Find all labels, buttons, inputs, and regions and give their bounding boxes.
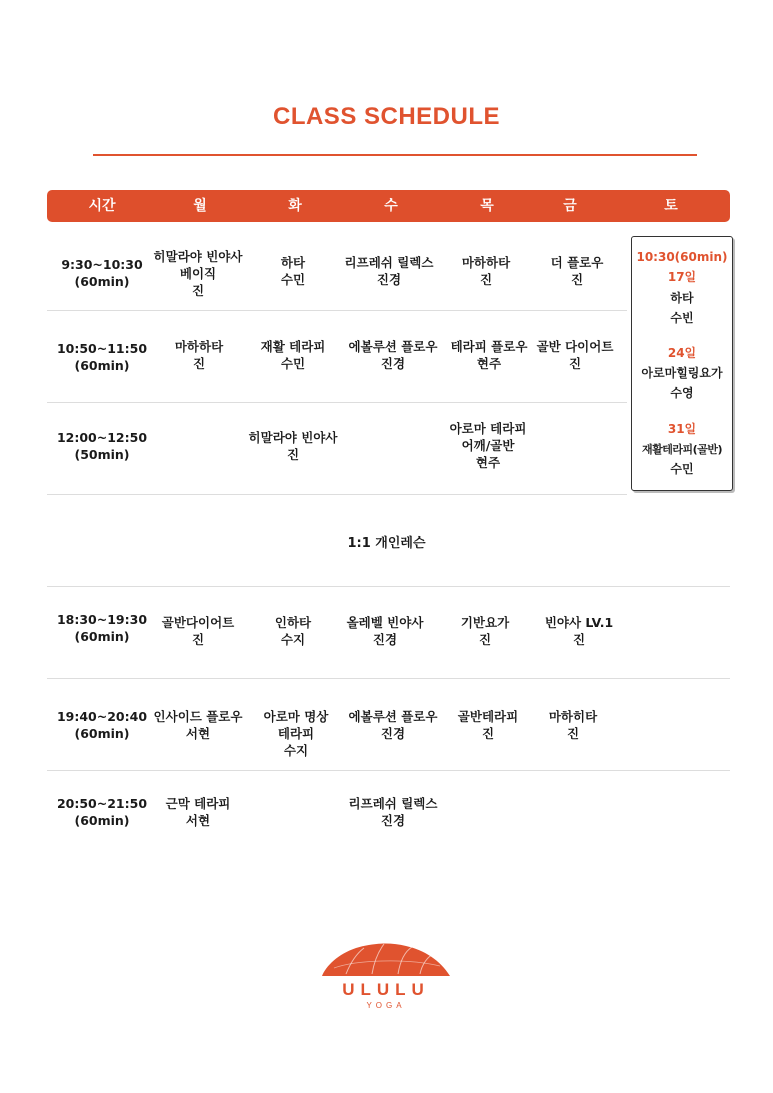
class-name: 올레벨 빈야사 — [346, 615, 424, 630]
header-day-sat: 토 — [664, 198, 678, 214]
class-name: 근막 테라피 — [165, 796, 231, 811]
class-teacher: 진 — [481, 726, 495, 741]
class-teacher: 진경 — [376, 272, 402, 287]
class-level: 베이직 — [179, 266, 217, 281]
saturday-date: 17일 — [667, 270, 697, 284]
class-cell — [345, 254, 434, 288]
time-range: 20:50~21:50 — [56, 796, 148, 811]
private-lesson-note: 1:1 개인레슨 — [347, 536, 426, 551]
class-name: 골반테라피 — [457, 709, 519, 724]
saturday-class: 아로마힐링요가 — [641, 366, 723, 380]
time-duration: (60min) — [74, 358, 130, 373]
class-teacher: 진 — [286, 447, 300, 462]
class-name: 더 플로우 — [550, 255, 604, 270]
class-teacher: 수민 — [280, 356, 306, 371]
class-cell — [275, 614, 311, 648]
class-cell — [347, 614, 424, 648]
class-teacher: 진 — [478, 632, 492, 647]
time-range: 12:00~12:50 — [56, 430, 148, 445]
saturday-class: 하타 — [670, 291, 694, 305]
class-cell — [349, 338, 438, 372]
class-teacher: 진 — [570, 272, 584, 287]
class-detail: 테라피 — [277, 726, 315, 741]
logo-subtitle: YOGA — [366, 1001, 406, 1010]
time-duration: (60min) — [74, 274, 130, 289]
row-divider — [47, 586, 730, 587]
class-name: 기반요가 — [460, 615, 510, 630]
class-name: 히말라야 빈야사 — [248, 430, 338, 445]
time-slot — [61, 256, 142, 290]
class-cell — [551, 254, 604, 288]
class-cell — [549, 708, 597, 742]
class-teacher: 진경 — [380, 726, 406, 741]
class-name: 마하히타 — [548, 709, 598, 724]
class-name: 마하하타 — [174, 339, 224, 354]
page-title: CLASS SCHEDULE — [272, 103, 501, 130]
class-name: 마하하타 — [461, 255, 511, 270]
time-range: 18:30~19:30 — [56, 612, 148, 627]
saturday-teacher: 수영 — [670, 386, 694, 400]
class-teacher: 진경 — [372, 632, 398, 647]
class-cell — [349, 708, 438, 742]
class-teacher: 수지 — [283, 743, 309, 758]
time-slot — [57, 795, 147, 829]
class-cell — [249, 429, 338, 463]
class-name: 리프레쉬 릴렉스 — [348, 796, 438, 811]
class-teacher: 진 — [566, 726, 580, 741]
class-cell — [458, 708, 518, 742]
logo-wordmark: ULULU — [342, 980, 430, 999]
class-teacher: 진 — [568, 356, 582, 371]
header-time: 시간 — [88, 198, 116, 214]
class-name: 리프레쉬 릴렉스 — [344, 255, 434, 270]
class-teacher: 진 — [191, 632, 205, 647]
uluru-rock-icon — [316, 940, 456, 1012]
time-duration: (60min) — [74, 813, 130, 828]
class-cell — [545, 614, 613, 648]
title-divider — [93, 154, 697, 156]
time-duration: (60min) — [74, 726, 130, 741]
class-cell — [261, 338, 326, 372]
saturday-time: 10:30(60min) — [636, 250, 728, 264]
class-cell — [264, 708, 329, 759]
class-teacher: 진 — [572, 632, 586, 647]
class-cell — [461, 614, 509, 648]
class-detail: 어깨/골반 — [461, 438, 515, 453]
time-range: 9:30~10:30 — [61, 257, 143, 272]
header-day-tue: 화 — [288, 198, 302, 214]
time-range: 10:50~11:50 — [56, 341, 148, 356]
class-name: 빈야사 LV.1 — [544, 615, 614, 630]
row-divider — [47, 494, 627, 495]
time-slot — [57, 611, 147, 645]
class-teacher: 수지 — [280, 632, 306, 647]
ululu-yoga-logo — [316, 940, 456, 1012]
class-cell — [462, 254, 510, 288]
class-name: 에볼루션 플로우 — [348, 339, 438, 354]
header-day-mon: 월 — [193, 198, 207, 214]
class-cell — [166, 795, 231, 829]
class-cell — [281, 254, 305, 288]
class-name: 골반다이어트 — [161, 615, 235, 630]
class-cell — [154, 248, 243, 299]
class-cell — [349, 795, 438, 829]
schedule-header — [47, 190, 730, 222]
class-name: 골반 다이어트 — [536, 339, 614, 354]
class-teacher: 진 — [479, 272, 493, 287]
saturday-date: 24일 — [667, 346, 697, 360]
class-cell — [537, 338, 614, 372]
class-cell — [175, 338, 223, 372]
time-range: 19:40~20:40 — [56, 709, 148, 724]
saturday-teacher: 수민 — [670, 462, 694, 476]
saturday-date: 31일 — [667, 422, 697, 436]
class-name: 테라피 플로우 — [450, 339, 528, 354]
class-name: 아로마 명상 — [263, 709, 329, 724]
row-divider — [47, 678, 730, 679]
class-cell — [154, 708, 243, 742]
row-divider — [47, 770, 730, 771]
time-duration: (50min) — [74, 447, 130, 462]
time-slot — [57, 340, 147, 374]
class-cell — [162, 614, 234, 648]
class-cell — [451, 338, 528, 372]
class-teacher: 수민 — [280, 272, 306, 287]
header-day-wed: 수 — [384, 198, 398, 214]
class-teacher: 현주 — [476, 356, 502, 371]
time-duration: (60min) — [74, 629, 130, 644]
class-name: 하타 — [280, 255, 306, 270]
class-name: 아로마 테라피 — [449, 421, 527, 436]
time-slot — [57, 708, 147, 742]
class-teacher: 진 — [191, 283, 205, 298]
row-divider — [47, 310, 627, 311]
class-name: 인하타 — [274, 615, 312, 630]
saturday-special-box — [631, 236, 733, 491]
class-name: 히말라야 빈야사 — [153, 249, 243, 264]
class-teacher: 진경 — [380, 813, 406, 828]
class-teacher: 현주 — [475, 455, 501, 470]
class-cell — [450, 420, 527, 471]
class-teacher: 진경 — [380, 356, 406, 371]
header-day-fri: 금 — [563, 198, 577, 214]
class-name: 재활 테라피 — [260, 339, 326, 354]
saturday-teacher: 수빈 — [670, 311, 694, 325]
class-teacher: 서현 — [185, 726, 211, 741]
header-day-thu: 목 — [480, 198, 494, 214]
class-name: 인사이드 플로우 — [153, 709, 243, 724]
row-divider — [47, 402, 627, 403]
saturday-class: 재활테라피(골반) — [642, 443, 722, 456]
class-teacher: 서현 — [185, 813, 211, 828]
time-slot — [57, 429, 147, 463]
class-teacher: 진 — [192, 356, 206, 371]
class-name: 에볼루션 플로우 — [348, 709, 438, 724]
